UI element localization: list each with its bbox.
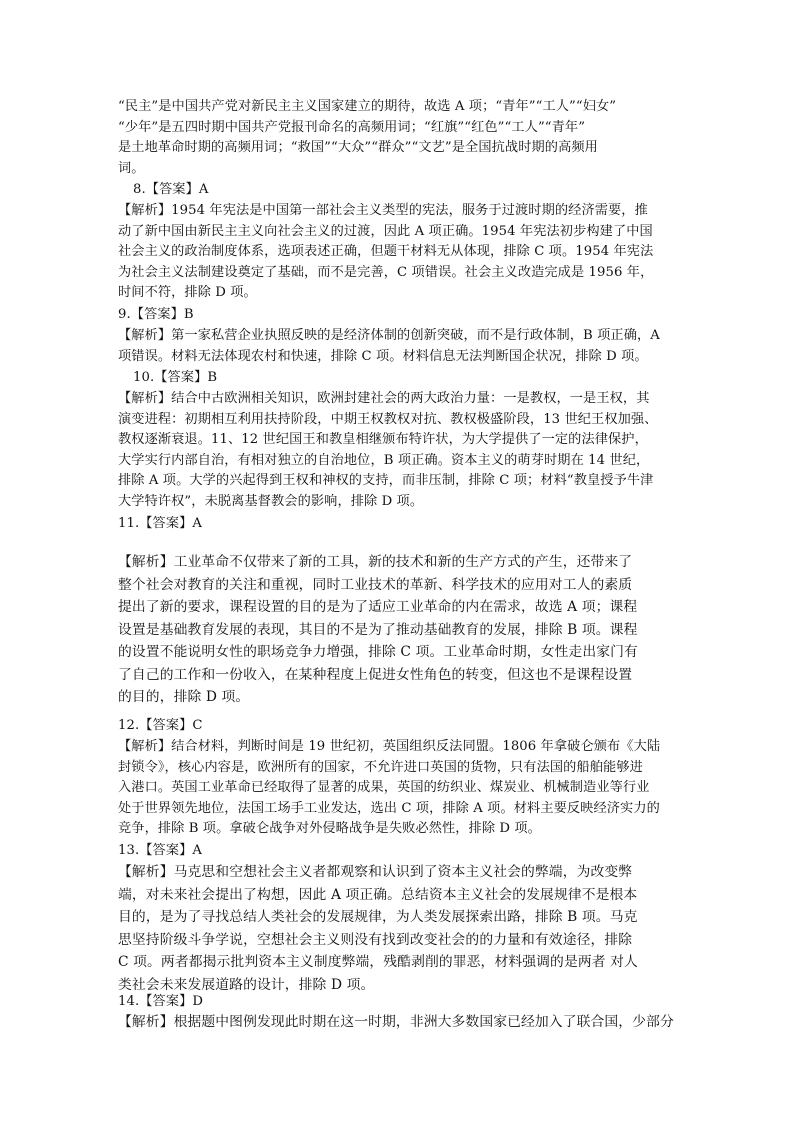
explanation-block-12 xyxy=(118,737,678,840)
text-line: 【解析】第一家私营企业执照反映的是经济体制的创新突破，而不是行政体制，B 项正确，A xyxy=(118,328,660,343)
text-line: 类社会未来发展道路的设计，排除 D 项。 xyxy=(118,976,375,993)
answer-line: 9.【答案】B xyxy=(118,307,194,322)
text-line: 设置是基础教育发展的表现，其目的不是为了推动基础教育的发展，排除 B 项。课程 xyxy=(118,621,638,638)
text-line: 的目的，排除 D 项。 xyxy=(118,689,250,705)
explanation-block-14 xyxy=(118,1011,678,1034)
text-line: 排除 A 项。大学的兴起得到王权和神权的支持，而非压制，排除 C 项；材料“教皇授予牛津 xyxy=(118,473,654,489)
text-line: 大学实行内部自治，有相对独立的自治地位，B 项正确。资本主义的萌芽时期在 14 世纪， xyxy=(118,452,650,468)
text-line: 竞争，排除 B 项。拿破仑战争对外侵略战争是失败必然性，排除 D 项。 xyxy=(118,821,541,837)
text-line: 为社会主义法制建设奠定了基础，而不是完善，C 项错误。社会主义改造完成是 1956 年， xyxy=(118,264,654,280)
text-line: “民主”是中国共产党对新民主主义国家建立的期待，故选 A 项；“青年”“工人”“妇女” xyxy=(118,99,617,114)
answer-heading-9 xyxy=(118,305,678,326)
text-line: 目的，是为了寻找总结人类社会的发展规律，为人类发展探索出路，排除 B 项。马克 xyxy=(118,909,638,925)
text-line: 时间不符，排除 D 项。 xyxy=(118,285,257,301)
text-line: 的设置不能说明女性的职场竞争力增强，排除 C 项。工业革命时期，女性走出家门有 xyxy=(118,644,638,660)
text-line: 入港口。英国工业革命已经取得了显著的成果，英国的纺织业、煤炭业、机械制造业等行业 xyxy=(118,780,650,796)
answer-line: 10.【答案】B xyxy=(133,370,218,385)
explanation-block-8 xyxy=(118,201,678,304)
text-line: 动了新中国由新民主主义向社会主义的过渡，因此 A 项正确。1954 年宪法初步构建了中国 xyxy=(118,223,653,239)
answer-heading-10 xyxy=(133,368,693,389)
text-line: 项错误。材料无法体现农村和快速，排除 C 项。材料信息无法判断国企状况，排除 D 项。 xyxy=(118,348,648,364)
answer-heading-12 xyxy=(118,716,678,737)
explanation-block-13 xyxy=(118,861,678,996)
answer-heading-11 xyxy=(118,514,678,535)
text-line: 【解析】结合材料，判断时间是 19 世纪初，英国组织反法同盟。1806 年拿破仑颁布《大陆 xyxy=(118,739,661,754)
text-block-question-7-explanation xyxy=(118,97,678,179)
text-line: “少年”是五四时期中国共产党报刊命名的高频用词；“红旗”“红色”“工人”“青年” xyxy=(118,119,586,135)
text-line: 社会主义的政治制度体系，选项表述正确，但题干材料无从体现，排除 C 项。1954 年宪法 xyxy=(118,244,654,260)
answer-line: 11.【答案】A xyxy=(118,516,203,531)
text-line: 了自己的工作和一份收入，在某种程度上促进女性角色的转变，但这也不是课程设置 xyxy=(118,666,633,683)
answer-line: 13.【答案】A xyxy=(118,843,203,858)
text-line: 词。 xyxy=(118,160,145,176)
text-line: 【解析】结合中古欧洲相关知识，欧洲封建社会的两大政治力量：一是教权，一是王权，其 xyxy=(118,391,650,406)
answer-heading-8 xyxy=(133,180,693,201)
text-line: 端，对未来社会提出了构想，因此 A 项正确。总结资本主义社会的发展规律不是根本 xyxy=(118,886,638,903)
answer-heading-14 xyxy=(118,992,678,1013)
answer-heading-13 xyxy=(118,841,678,862)
answer-line: 8.【答案】A xyxy=(133,182,209,197)
text-line: 封锁令》，核心内容是，欧洲所有的国家，不允许进口英国的货物，只有法国的船舶能够进 xyxy=(118,759,643,775)
text-line: 是土地革命时期的高频用词；“救国”“大众”“群众”“文艺”是全国抗战时期的高频用 xyxy=(118,140,598,156)
text-line: 思坚持阶级斗争学说，空想社会主义则没有找到改变社会的的力量和有效途径，排除 xyxy=(118,931,633,948)
answer-line: 12.【答案】C xyxy=(118,718,203,733)
text-line: 处于世界领先地位，法国工场手工业发达，选出 C 项，排除 A 项。材料主要反映经济实力的 xyxy=(118,800,660,816)
text-line: 整个社会对教育的关注和重视，同时工业技术的革新、科学技术的应用对工人的素质 xyxy=(118,576,633,593)
answer-line: 14.【答案】D xyxy=(118,994,204,1009)
text-line: 【解析】工业革命不仅带来了新的工具，新的技术和新的生产方式的产生，还带来了 xyxy=(118,554,633,570)
explanation-block-11 xyxy=(118,551,678,709)
text-line: 【解析】根据题中图例发现此时期在这一时期，非洲大多数国家已经加入了联合国，少部分 xyxy=(118,1014,674,1030)
text-line: 【解析】马克思和空想社会主义者都观察和认识到了资本主义社会的弊端，为改变弊 xyxy=(118,864,633,880)
text-line: 教权逐渐衰退。11、12 世纪国王和教皇相继颁布特许状，为大学提供了一定的法律保护， xyxy=(118,432,648,448)
text-line: 大学特许权”，未脱离基督教会的影响，排除 D 项。 xyxy=(118,493,424,509)
text-line: 演变进程：初期相互利用扶持阶段，中期王权教权对抗、教权极盛阶段，13 世纪王权加强、 xyxy=(118,411,658,427)
text-line: 提出了新的要求，课程设置的目的是为了适应工业革命的内在需求，故选 A 项；课程 xyxy=(118,599,638,615)
text-line: 【解析】1954 年宪法是中国第一部社会主义类型的宪法，服务于过渡时期的经济需要，推 xyxy=(118,203,648,218)
text-line: C 项。两者都揭示批判资本主义制度弊端，残酷剥削的罪恶，材料强调的是两者 对人 xyxy=(118,954,638,970)
explanation-block-9 xyxy=(118,326,678,367)
explanation-block-10 xyxy=(118,389,678,513)
